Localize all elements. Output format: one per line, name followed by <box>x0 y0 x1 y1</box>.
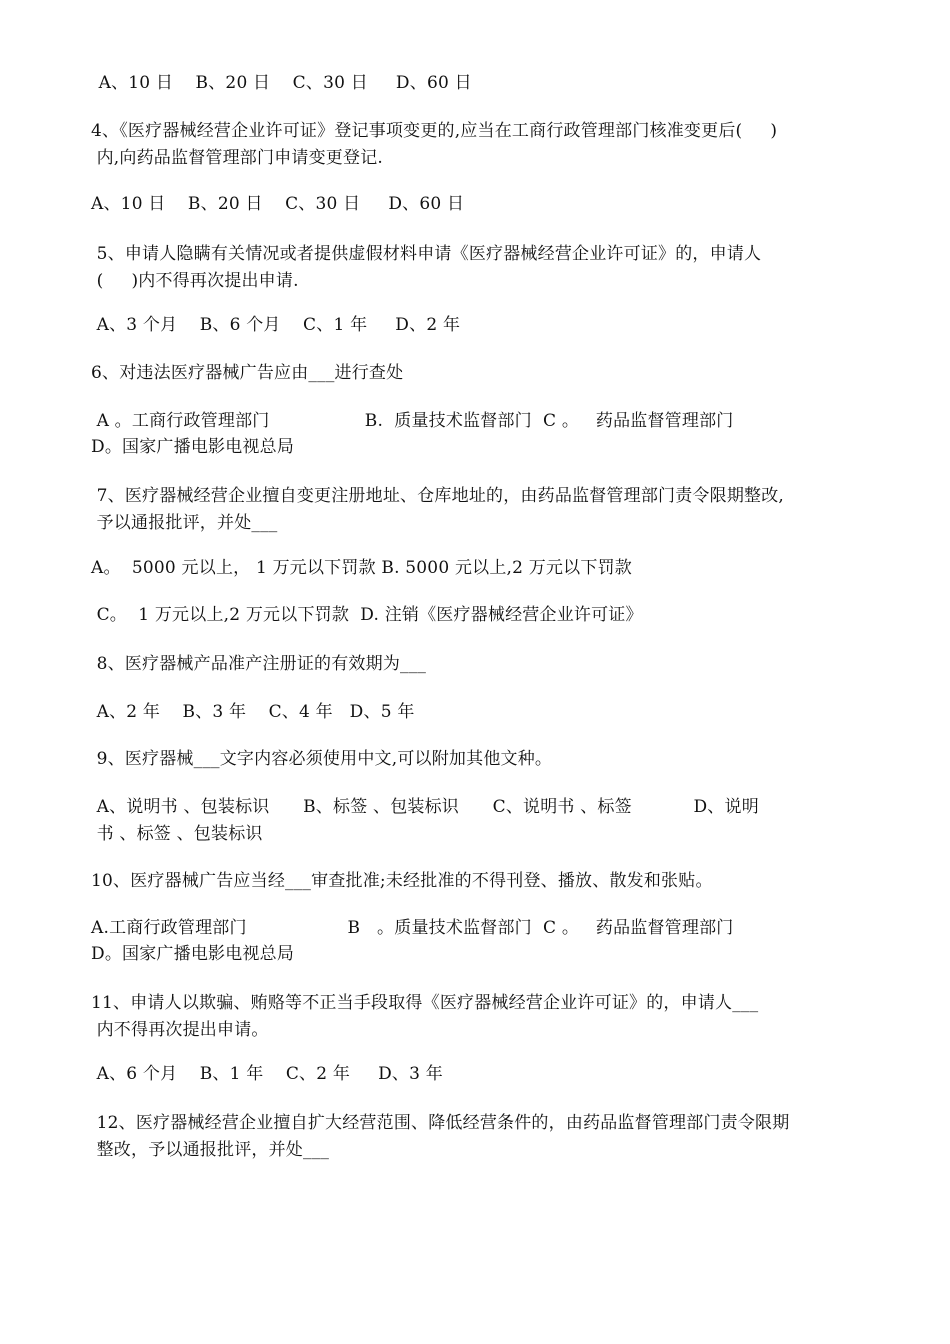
q7-options-line-2: C。 1 万元以上,2 万元以下罚款 D. 注销《医疗器械经营企业许可证》 <box>91 605 643 625</box>
q5-text-line-2: ( )内不得再次提出申请. <box>91 271 299 291</box>
q5-options: A、3 个月 B、6 个月 C、1 年 D、2 年 <box>91 315 461 335</box>
q5-text-line-1: 5、申请人隐瞒有关情况或者提供虚假材料申请《医疗器械经营企业许可证》的，申请人 <box>91 244 762 264</box>
q10-options-line-1: A.工商行政管理部门 B 。质量技术监督部门 C 。 药品监督管理部门 <box>91 918 734 938</box>
q9-options-line-2: 书 、标签 、包装标识 <box>91 824 263 844</box>
q12-text-line-1: 12、医疗器械经营企业擅自扩大经营范围、降低经营条件的，由药品监督管理部门责令限期 <box>91 1113 790 1133</box>
q6-text: 6、对违法医疗器械广告应由___进行查处 <box>91 363 404 383</box>
q10-options-line-2: D。国家广播电影电视总局 <box>91 944 295 964</box>
q4-text-line-1: 4、《医疗器械经营企业许可证》登记事项变更的,应当在工商行政管理部门核准变更后( ) <box>91 121 778 141</box>
q11-options: A、6 个月 B、1 年 C、2 年 D、3 年 <box>91 1064 443 1084</box>
q6-options-line-2: D。国家广播电影电视总局 <box>91 437 295 457</box>
q7-text-line-2: 予以通报批评，并处___ <box>91 513 278 533</box>
q11-text-line-1: 11、申请人以欺骗、贿赂等不正当手段取得《医疗器械经营企业许可证》的，申请人___ <box>91 993 759 1013</box>
q7-text-line-1: 7、医疗器械经营企业擅自变更注册地址、仓库地址的，由药品监督管理部门责令限期整改, <box>91 486 785 506</box>
q10-text: 10、医疗器械广告应当经___审查批准;未经批准的不得刊登、播放、散发和张贴。 <box>91 871 713 891</box>
q9-options-line-1: A、说明书 、包装标识 B、标签 、包装标识 C、说明书 、标签 D、说明 <box>91 797 759 817</box>
q6-options-line-1: A 。工商行政管理部门 B. 质量技术监督部门 C 。 药品监督管理部门 <box>91 411 734 431</box>
q4-options: A、10 日 B、20 日 C、30 日 D、60 日 <box>91 194 465 214</box>
q3-options: A、10 日 B、20 日 C、30 日 D、60 日 <box>93 73 472 93</box>
q8-text: 8、医疗器械产品准产注册证的有效期为___ <box>91 654 427 674</box>
q9-text: 9、医疗器械___文字内容必须使用中文,可以附加其他文种。 <box>91 749 553 769</box>
q11-text-line-2: 内不得再次提出申请。 <box>91 1020 269 1040</box>
q4-text-line-2: 内,向药品监督管理部门申请变更登记. <box>91 148 384 168</box>
q7-options-line-1: A。 5000 元以上， 1 万元以下罚款 B. 5000 元以上,2 万元以下罚款 <box>91 558 632 578</box>
q8-options: A、2 年 B、3 年 C、4 年 D、5 年 <box>91 702 415 722</box>
q12-text-line-2: 整改，予以通报批评，并处___ <box>91 1140 330 1160</box>
